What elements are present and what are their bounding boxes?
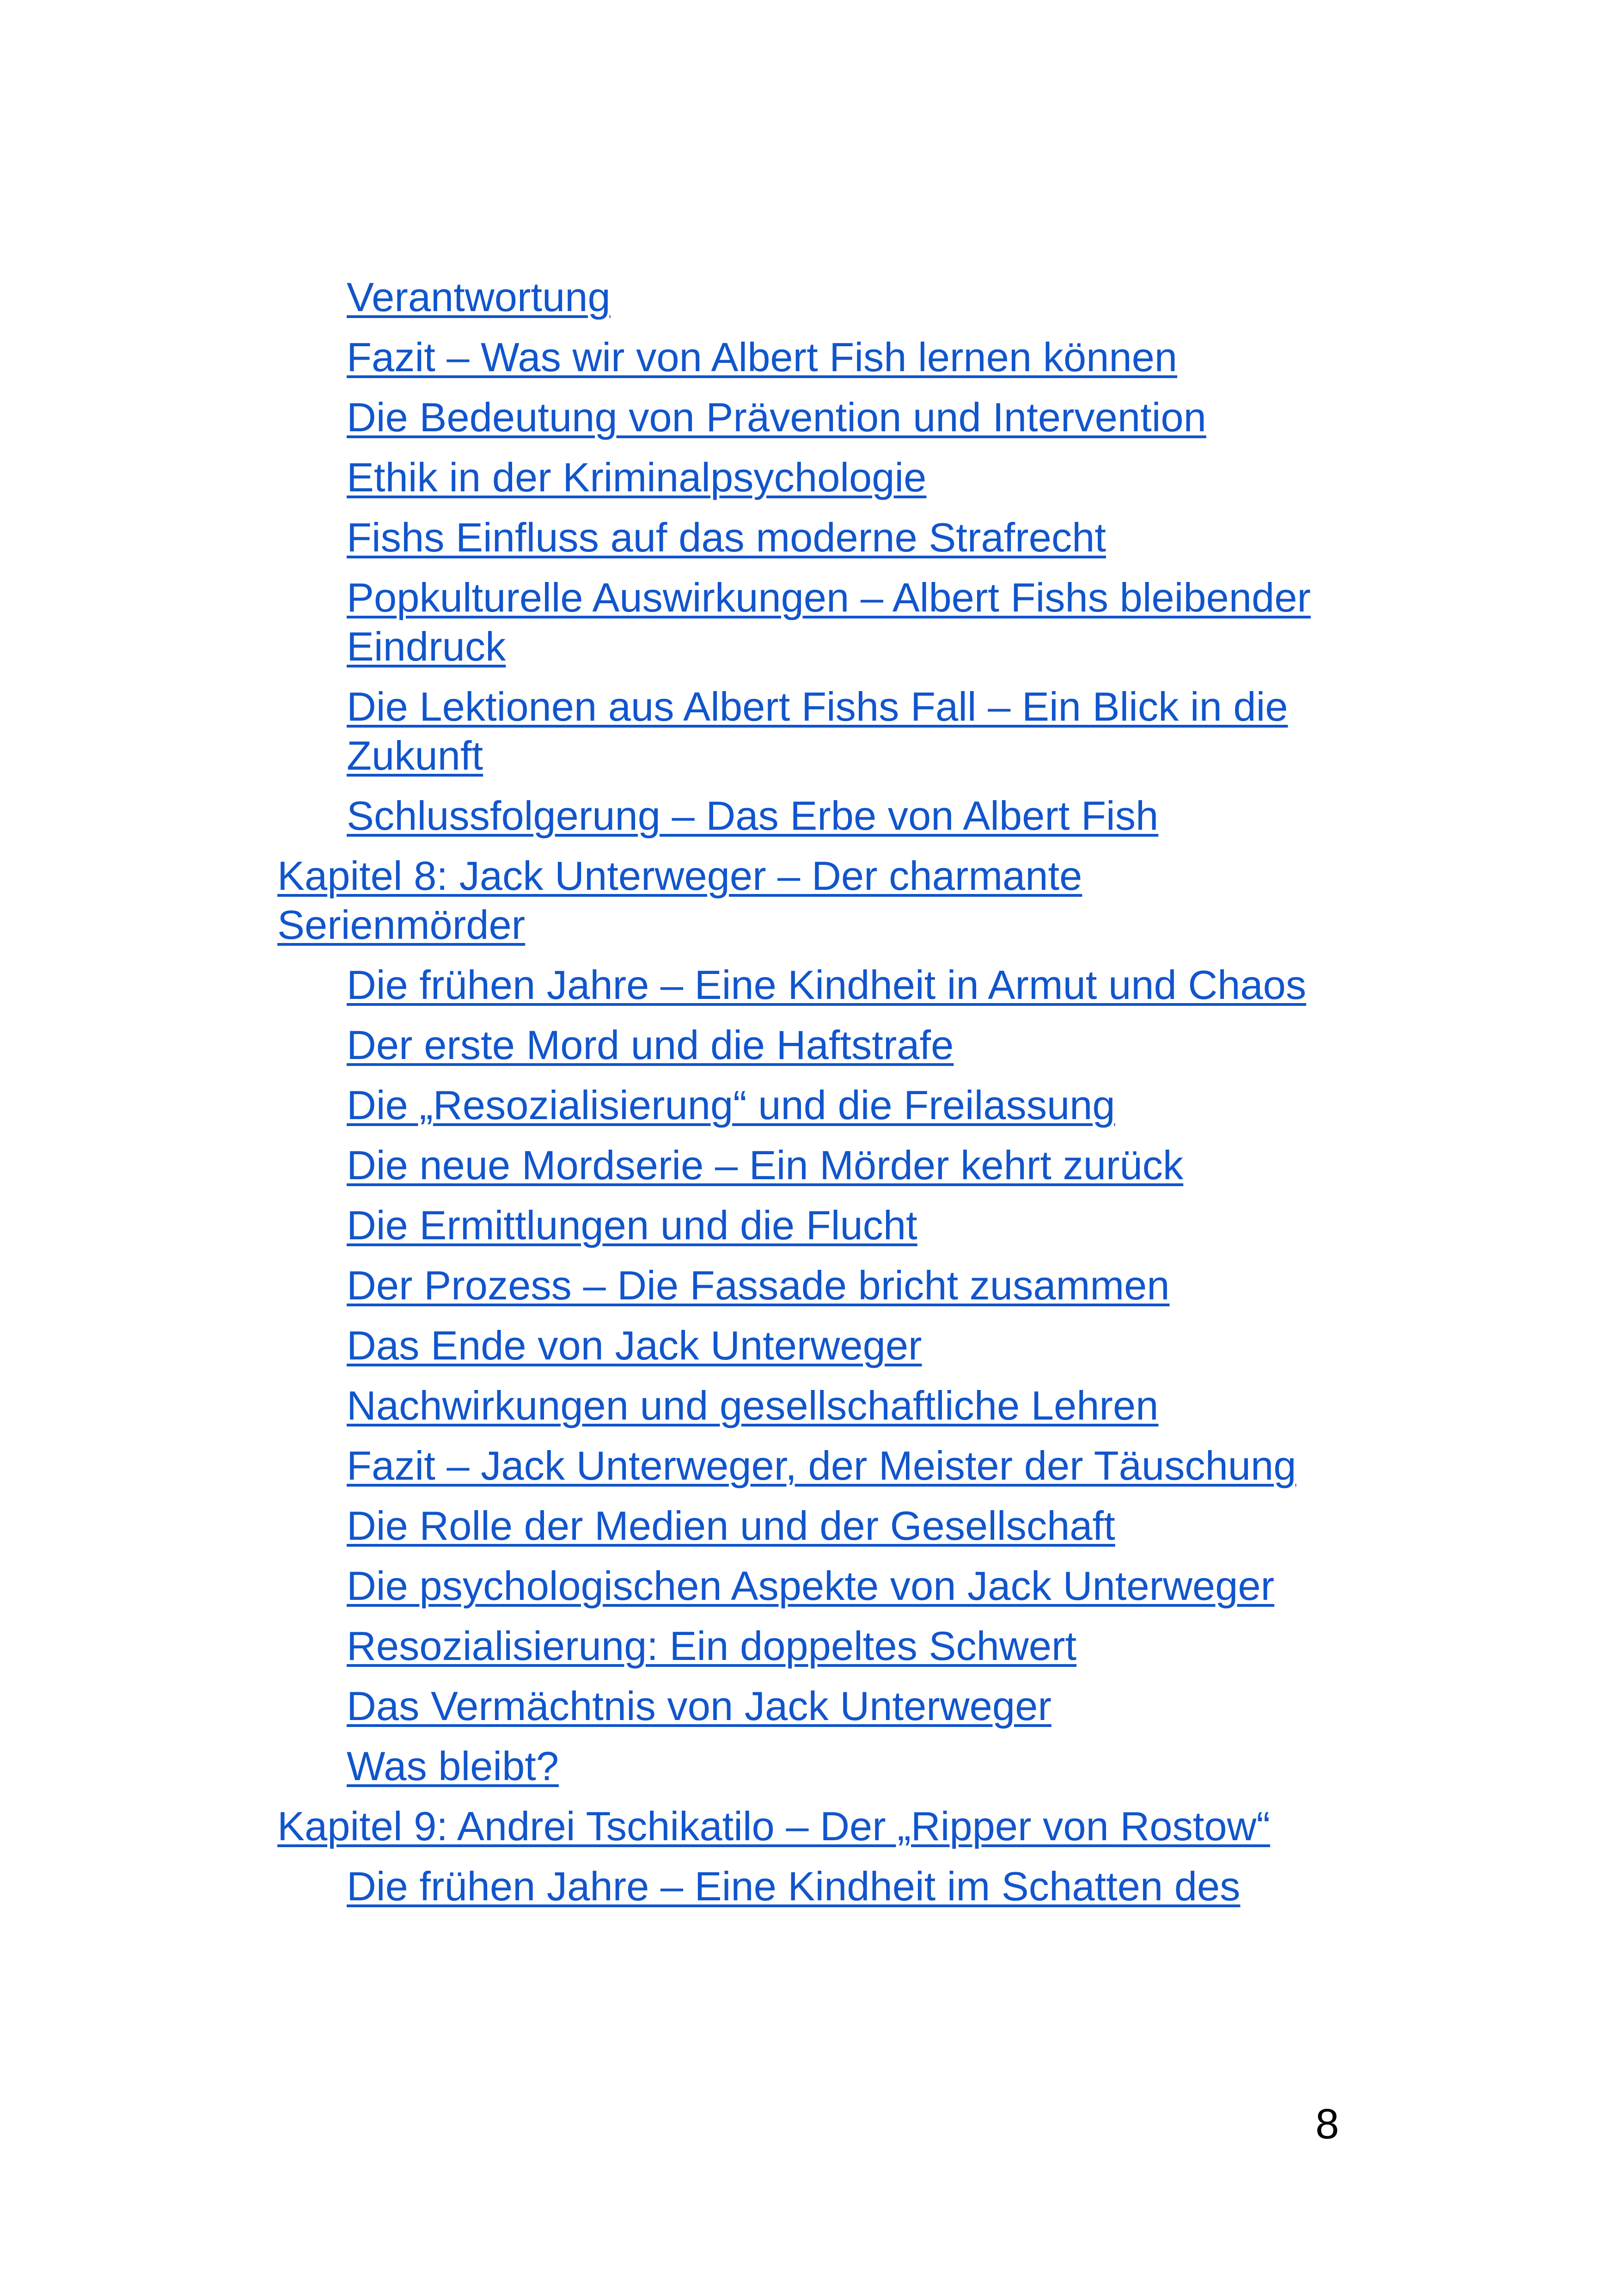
toc-entry-neue-mordserie[interactable]: Die neue Mordserie – Ein Mörder kehrt zurück (347, 1142, 1184, 1188)
toc-entry-fazit-albert-fish[interactable]: Fazit – Was wir von Albert Fish lernen können (347, 334, 1178, 380)
toc-entry-ende-unterweger[interactable]: Das Ende von Jack Unterweger (347, 1322, 922, 1368)
toc-entry-fruehe-jahre-tschikatilo[interactable]: Die frühen Jahre – Eine Kindheit im Schatten des (347, 1863, 1241, 1909)
toc-entry-psychologische-aspekte[interactable]: Die psychologischen Aspekte von Jack Unterweger (347, 1563, 1275, 1609)
toc-entry-resozialisierung-schwert[interactable]: Resozialisierung: Ein doppeltes Schwert (347, 1623, 1077, 1669)
toc-entry-vermaechtnis-unterweger[interactable]: Das Vermächtnis von Jack Unterweger (347, 1683, 1052, 1729)
toc-entry-nachwirkungen-lehren[interactable]: Nachwirkungen und gesellschaftliche Lehren (347, 1383, 1159, 1428)
toc-entry-resozialisierung-freilassung[interactable]: Die „Resozialisierung“ und die Freilassung (347, 1082, 1115, 1128)
toc-entry-schlussfolgerung-erbe[interactable]: Schlussfolgerung – Das Erbe von Albert Fish (347, 793, 1159, 839)
toc-entry-ethik-kriminalpsychologie[interactable]: Ethik in der Kriminalpsychologie (347, 454, 927, 500)
table-of-contents (277, 273, 1340, 1911)
toc-entry-popkulturelle-auswirkungen[interactable]: Popkulturelle Auswirkungen – Albert Fishs bleibender Eindruck (347, 575, 1311, 669)
page-number: 8 (1315, 2100, 1339, 2148)
toc-entry-fazit-unterweger[interactable]: Fazit – Jack Unterweger, der Meister der Täuschung (347, 1443, 1296, 1488)
toc-entry-rolle-medien[interactable]: Die Rolle der Medien und der Gesellschaft (347, 1503, 1115, 1549)
toc-entry-erster-mord-haftstrafe[interactable]: Der erste Mord und die Haftstrafe (347, 1022, 954, 1068)
toc-chapter-9[interactable]: Kapitel 9: Andrei Tschikatilo – Der „Ripper von Rostow“ (277, 1803, 1270, 1849)
toc-entry-prozess-fassade[interactable]: Der Prozess – Die Fassade bricht zusammen (347, 1262, 1170, 1308)
toc-entry-praevention-intervention[interactable]: Die Bedeutung von Prävention und Intervention (347, 394, 1206, 440)
toc-entry-fishs-einfluss-strafrecht[interactable]: Fishs Einfluss auf das moderne Strafrecht (347, 514, 1106, 560)
toc-entry-ermittlungen-flucht[interactable]: Die Ermittlungen und die Flucht (347, 1202, 917, 1248)
toc-entry-lektionen-albert-fish[interactable]: Die Lektionen aus Albert Fishs Fall – Ein Blick in die Zukunft (347, 684, 1288, 778)
toc-entry-fruehe-jahre-unterweger[interactable]: Die frühen Jahre – Eine Kindheit in Armut und Chaos (347, 962, 1307, 1008)
toc-entry-verantwortung[interactable]: Verantwortung (347, 274, 611, 320)
toc-entry-was-bleibt[interactable]: Was bleibt? (347, 1743, 559, 1789)
toc-chapter-8[interactable]: Kapitel 8: Jack Unterweger – Der charmante Serienmörder (277, 853, 1082, 948)
